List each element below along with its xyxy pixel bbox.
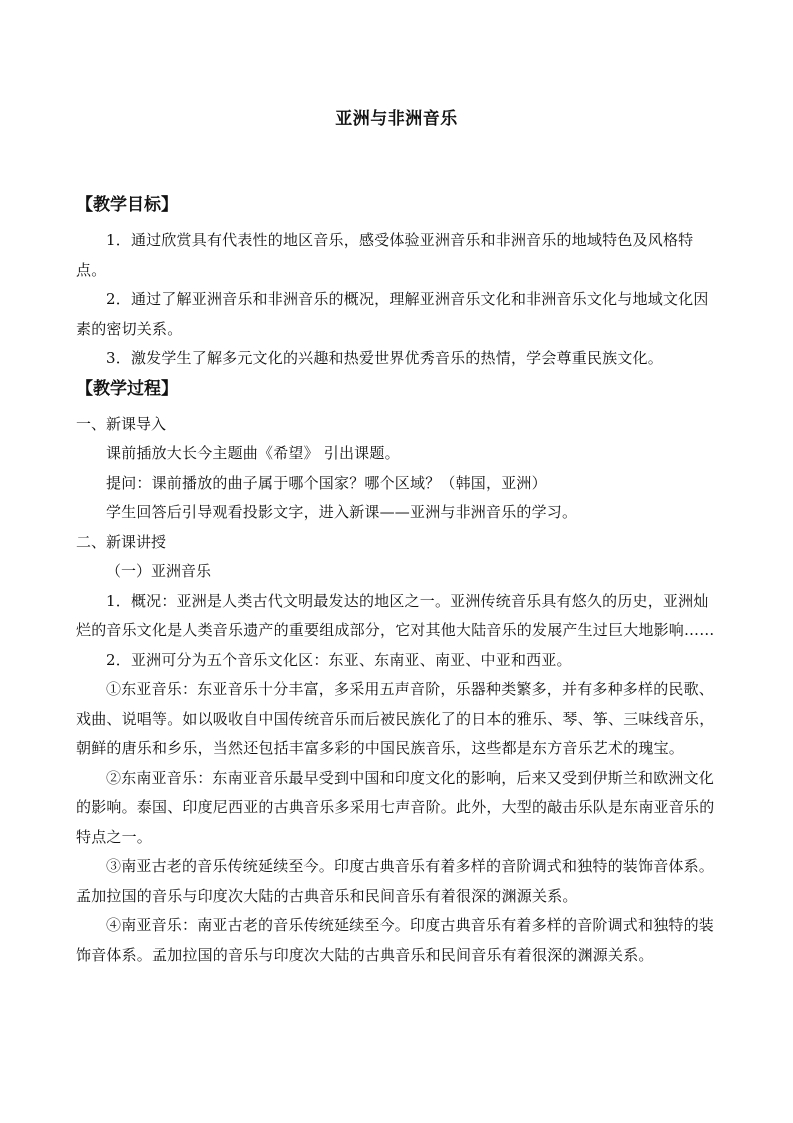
lesson-paragraph: ③南亚古老的音乐传统延续至今。印度古典音乐有着多样的音阶调式和独特的装饰音体系。孟加拉国的音乐与印度次大陆的古典音乐和民间音乐有着很深的渊源关系。: [76, 857, 715, 905]
part-heading: 二、新课讲授: [76, 532, 167, 551]
goals-heading: 【教学目标】: [76, 195, 178, 215]
lesson-paragraph: ①东亚音乐：东亚音乐十分丰富，多采用五声音阶，乐器种类繁多，并有多种多样的民歌、戏曲、说唱等。如以吸收自中国传统音乐而后被民族化了的日本的雅乐、琴、筝、三味线音乐，朝鲜的唐乐和乡乐，当然还包括丰富多彩的中国民族音乐，这些都是东方音乐艺术的瑰宝。: [76, 680, 715, 757]
goal-item: 2．通过了解亚洲音乐和非洲音乐的概况，理解亚洲音乐文化和非洲音乐文化与地域文化因素的密切关系。: [76, 290, 709, 338]
page-title: 亚洲与非洲音乐: [335, 109, 458, 129]
lesson-paragraph: ④南亚音乐：南亚古老的音乐传统延续至今。印度古典音乐有着多样的音阶调式和独特的装饰音体系。孟加拉国的音乐与印度次大陆的古典音乐和民间音乐有着很深的渊源关系。: [76, 916, 715, 964]
document-body: [76, 190, 721, 970]
goal-item: 3．激发学生了解多元文化的兴趣和热爱世界优秀音乐的热情，学会尊重民族文化。: [106, 349, 663, 367]
part-heading: 一、新课导入: [76, 414, 167, 433]
lesson-paragraph: 1．概况：亚洲是人类古代文明最发达的地区之一。亚洲传统音乐具有悠久的历史，亚洲灿烂的音乐文化是人类音乐遗产的重要组成部分，它对其他大陆音乐的发展产生过巨大地影响……: [76, 591, 715, 639]
subsection-heading: （一）亚洲音乐: [106, 562, 212, 580]
lesson-paragraph: 2．亚洲可分为五个音乐文化区：东亚、东南亚、南亚、中亚和西亚。: [106, 650, 572, 669]
process-item: 学生回答后引导观看投影文字，进入新课——亚洲与非洲音乐的学习。: [106, 503, 578, 521]
process-heading: 【教学过程】: [76, 378, 178, 399]
process-item: 课前插放大长今主题曲《希望》 引出课题。: [106, 444, 400, 462]
goal-item: 1．通过欣赏具有代表性的地区音乐，感受体验亚洲音乐和非洲音乐的地域特色及风格特点。: [76, 231, 694, 279]
lesson-paragraph: ②东南亚音乐：东南亚音乐最早受到中国和印度文化的影响，后来又受到伊斯兰和欧洲文化的影响。泰国、印度尼西亚的古典音乐多采用七声音阶。此外，大型的敲击乐队是东南亚音乐的特点之一。: [76, 768, 715, 846]
process-item: 提问：课前播放的曲子属于哪个国家？哪个区域？（韩国，亚洲）: [106, 473, 547, 492]
